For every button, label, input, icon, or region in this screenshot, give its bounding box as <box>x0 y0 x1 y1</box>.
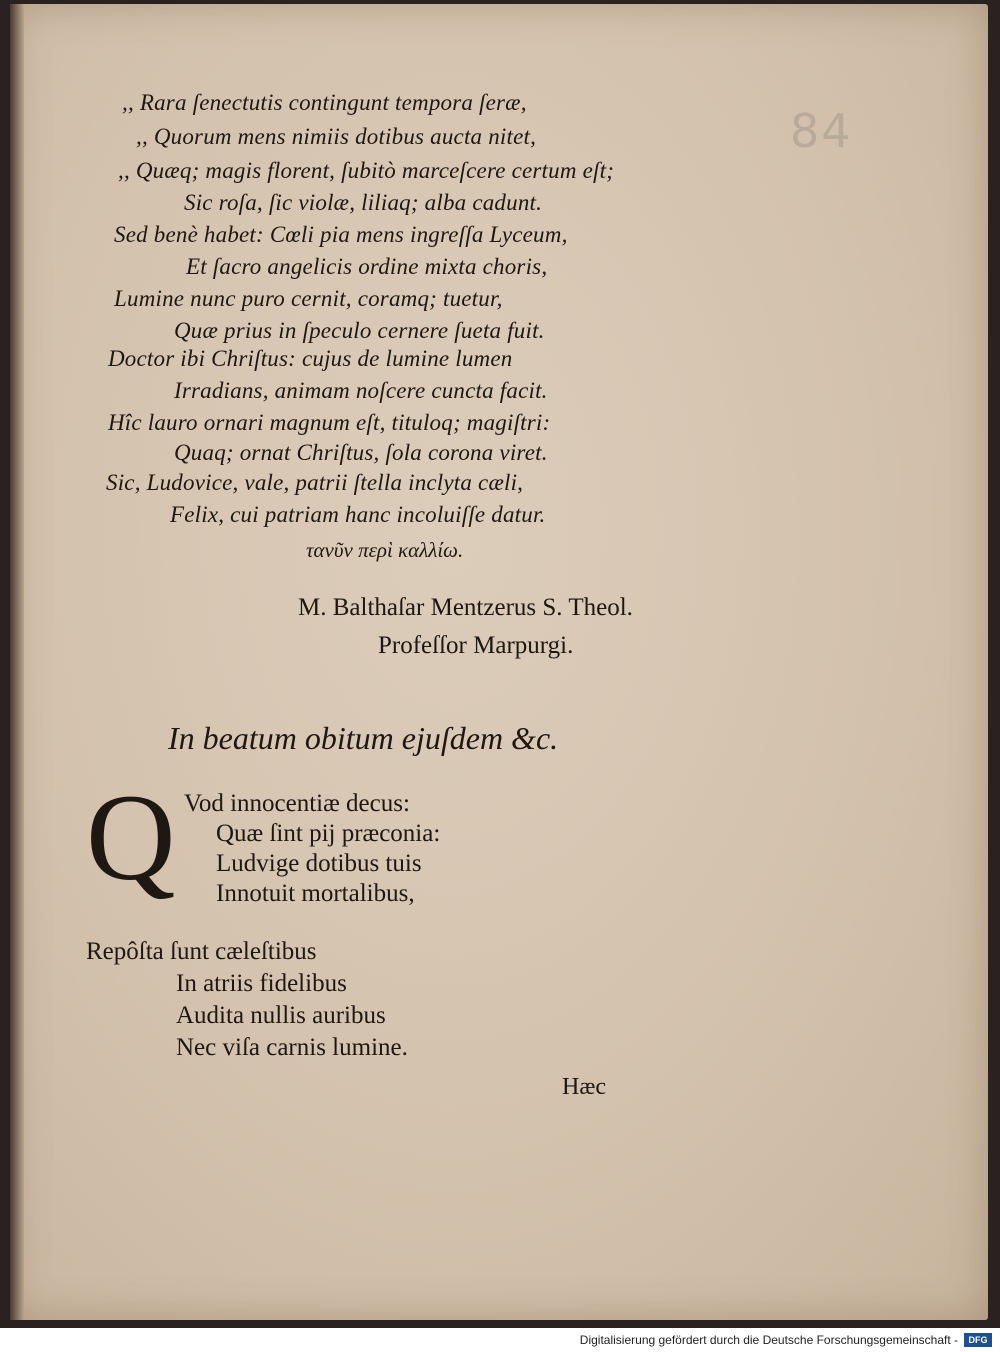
stanza2-line: In atriis fidelibus <box>176 970 347 997</box>
poem1-line: ,, Quæq; magis florent, ſubitò marceſcere certum eſt; <box>118 158 615 183</box>
poem1-line: Sic roſa, ſic violæ, liliaq; alba cadunt. <box>184 190 543 215</box>
stanza2-line: Audita nullis auribus <box>176 1002 386 1029</box>
poem1-line: Felix, cui patriam hanc incoluiſſe datur. <box>170 502 546 527</box>
author-title: Profeſſor Marpurgi. <box>378 632 574 659</box>
poem1-line: ,, Rara ſenectutis contingunt tempora ſeræ, <box>122 90 527 115</box>
poem1-line: Lumine nunc puro cernit, coramq; tuetur, <box>114 286 503 311</box>
poem1-line: ,, Quorum mens nimiis dotibus aucta nitet, <box>136 124 537 149</box>
page-gutter <box>10 4 24 1320</box>
stanza2-line: Repôſta ſunt cæleſtibus <box>86 938 317 965</box>
drop-cap: Q <box>86 769 176 906</box>
footer-bar <box>0 1328 1000 1352</box>
author-name: M. Balthaſar Mentzerus S. Theol. <box>298 594 633 621</box>
stanza1-line: Ludvige dotibus tuis <box>216 850 422 877</box>
stanza1-line: Innotuit mortalibus, <box>216 880 415 907</box>
greek-motto: τανῦν περὶ καλλίω. <box>306 538 464 562</box>
dfg-logo: DFG <box>964 1333 992 1347</box>
poem1-line: Sic, Ludovice, vale, patrii ſtella inclyta cæli, <box>106 470 524 495</box>
stanza1-line: Quæ ſint pij præconia: <box>216 820 441 847</box>
catchword: Hæc <box>562 1074 606 1100</box>
stanza1-line: Vod innocentiæ decus: <box>184 790 410 817</box>
poem1-line: Sed benè habet: Cœli pia mens ingreſſa Lyceum, <box>114 222 568 247</box>
poem2-heading: In beatum obitum ejuſdem &c. <box>168 720 559 756</box>
poem1-line: Hîc lauro ornari magnum eſt, tituloq; magiſtri: <box>108 410 551 435</box>
poem1-line: Quaq; ornat Chriſtus, ſola corona viret. <box>174 440 548 465</box>
poem1-line: Quæ prius in ſpeculo cernere ſueta fuit. <box>174 318 545 343</box>
margin-note: 84 <box>790 104 853 158</box>
poem1-line: Doctor ibi Chriſtus: cujus de lumine lumen <box>108 346 513 371</box>
stanza2-line: Nec viſa carnis lumine. <box>176 1034 408 1061</box>
footer-credit: Digitalisierung gefördert durch die Deutsche Forschungsgemeinschaft - <box>579 1333 958 1347</box>
poem1-line: Et ſacro angelicis ordine mixta choris, <box>186 254 548 279</box>
poem1-line: Irradians, animam noſcere cuncta facit. <box>174 378 548 403</box>
